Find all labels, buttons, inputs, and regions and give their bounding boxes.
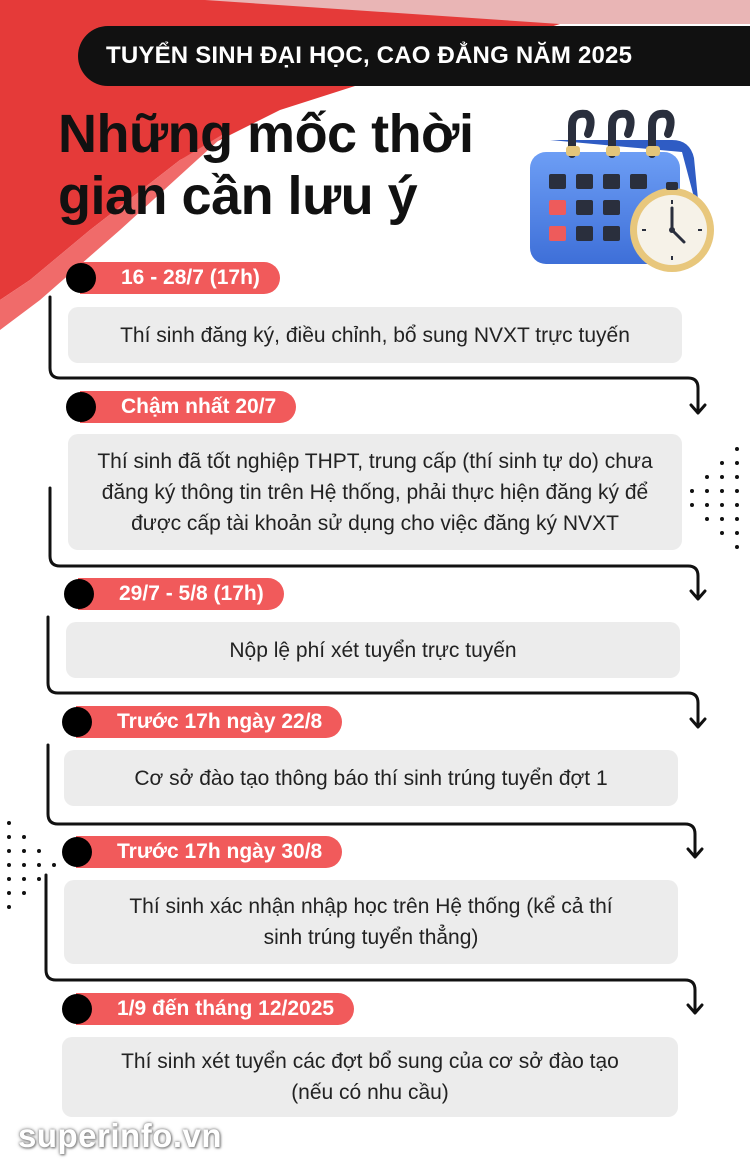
step-description <box>64 880 678 964</box>
page-title <box>58 103 528 227</box>
step-text-line: Nộp lệ phí xét tuyển trực tuyến <box>229 638 517 662</box>
step-text-line: Thí sinh xét tuyển các đợt bổ sung của cơ sở đào tạo <box>121 1050 619 1073</box>
step-date-badge: 1/9 đến tháng 12/2025 <box>76 993 354 1025</box>
step-description <box>68 434 682 550</box>
title-line-1: Những mốc thời <box>58 104 474 164</box>
watermark: superinfo.vn <box>18 1117 223 1154</box>
timeline-dot <box>66 392 96 422</box>
step-description <box>68 307 682 363</box>
step-date-badge: Trước 17h ngày 30/8 <box>76 836 342 868</box>
step-date-badge: Trước 17h ngày 22/8 <box>76 706 342 738</box>
calendar-clock-icon <box>522 100 722 285</box>
step-description <box>62 1037 678 1117</box>
step-text-line: Cơ sở đào tạo thông báo thí sinh trúng tuyển đợt 1 <box>134 766 608 790</box>
timeline-dot <box>62 707 92 737</box>
step-text-line: (nếu có nhu cầu) <box>291 1081 449 1104</box>
step-text-line: được cấp tài khoản sử dụng cho việc đăng ký NVXT <box>131 511 619 535</box>
timeline-dot <box>62 994 92 1024</box>
step-text-line: Thí sinh xác nhận nhập học trên Hệ thống (kể cả thí <box>129 895 613 918</box>
dot-grid-right <box>690 447 739 549</box>
timeline-dot <box>64 579 94 609</box>
step-text-line: đăng ký thông tin trên Hệ thống, phải thực hiện đăng ký để <box>101 480 649 504</box>
header-banner: TUYỂN SINH ĐẠI HỌC, CAO ĐẲNG NĂM 2025 <box>78 26 750 86</box>
step-description <box>66 622 680 678</box>
step-text-line: Thí sinh đã tốt nghiệp THPT, trung cấp (thí sinh tự do) chưa <box>97 449 653 473</box>
step-description <box>64 750 678 806</box>
step-text-line: Thí sinh đăng ký, điều chỉnh, bổ sung NVXT trực tuyến <box>120 323 630 347</box>
title-line-2: gian cần lưu ý <box>58 166 418 226</box>
step-date-badge: Chậm nhất 20/7 <box>80 391 296 423</box>
step-date-badge: 29/7 - 5/8 (17h) <box>78 578 284 610</box>
step-text-line: sinh trúng tuyển thẳng) <box>263 926 479 949</box>
step-date-badge: 16 - 28/7 (17h) <box>80 262 280 294</box>
dot-grid-left <box>7 821 56 909</box>
timeline-dot <box>66 263 96 293</box>
timeline-dot <box>62 837 92 867</box>
